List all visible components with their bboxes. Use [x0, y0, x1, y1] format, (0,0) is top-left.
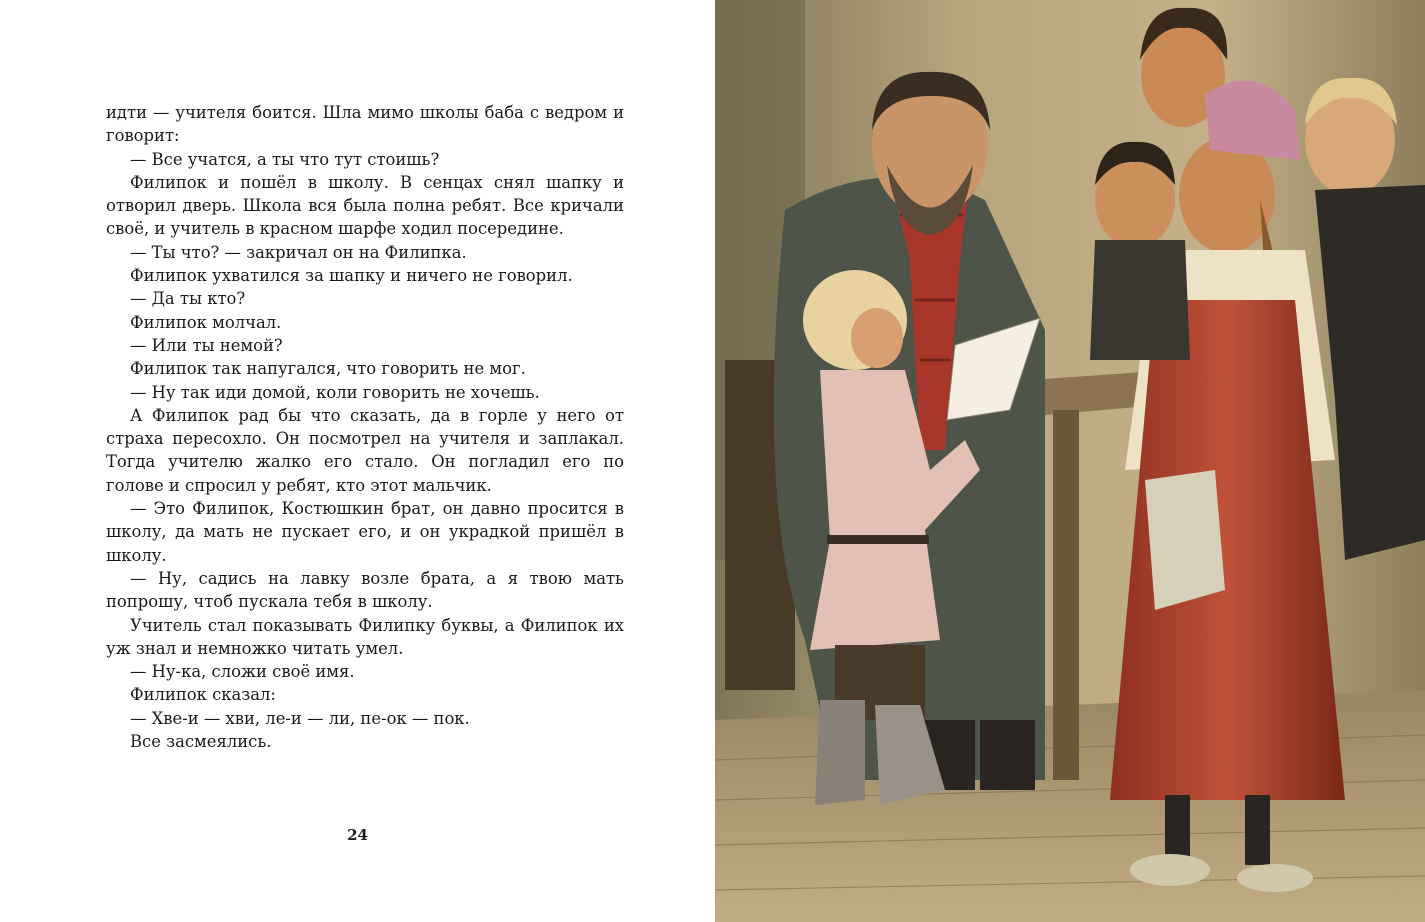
paragraph: — Хве-и — хви, ле-и — ли, пе-ок — пок.	[130, 708, 470, 728]
boy-belt	[827, 535, 929, 544]
classroom-illustration	[715, 0, 1425, 922]
boy-boot	[815, 700, 865, 805]
paragraph: Филипок так напугался, что говорить не мог.	[130, 359, 526, 379]
girl-shoe	[1237, 864, 1313, 892]
paragraph: — Да ты кто?	[130, 289, 246, 309]
paragraph: — Это Филипок, Костюшкин брат, он давно просится в школу, да мать не пускает его, и он украдкой пришёл в школу.	[106, 499, 624, 565]
boy-face	[851, 308, 903, 368]
paragraph: Филипок сказал:	[130, 685, 276, 705]
paragraph: — Ты что? — закричал он на Филипка.	[130, 242, 467, 262]
paragraph: — Все учатся, а ты что тут стоишь?	[130, 149, 440, 169]
paragraph: Филипок и пошёл в школу. В сенцах снял шапку и отворил дверь. Школа вся была полна ребят. Все кричали своё, и учитель в красном шарфе ходил посередине.	[106, 172, 624, 239]
paragraph: Учитель стал показывать Филипку буквы, а Филипок их уж знал и немножко читать умел.	[106, 615, 624, 658]
paragraph: — Или ты немой?	[130, 335, 283, 355]
girl-bag	[1145, 470, 1225, 610]
story-text	[106, 101, 624, 753]
teacher-boot	[980, 720, 1035, 790]
girl-legs	[1245, 795, 1270, 865]
page-number: 24	[347, 826, 368, 844]
paragraph: идти — учителя боится. Шла мимо школы баба с ведром и говорит:	[106, 103, 624, 146]
paragraph: Все засмеялись.	[130, 732, 272, 752]
girl-shoe	[1130, 854, 1210, 886]
paragraph: Филипок ухватился за шапку и ничего не говорил.	[130, 266, 573, 286]
paragraph: А Филипок рад бы что сказать, да в горле у него от страха пересохло. Он посмотрел на учителя и заплакал. Тогда учителю жалко его стало. Он погладил его по голове и спросил у ребят, кто этот мальчик.	[106, 405, 624, 495]
paragraph: Филипок молчал.	[130, 312, 282, 332]
paragraph: — Ну так иди домой, коли говорить не хочешь.	[130, 382, 540, 402]
illustration-page	[715, 0, 1425, 922]
paragraph: — Ну-ка, сложи своё имя.	[130, 662, 355, 682]
child-body	[1090, 240, 1190, 360]
table-leg	[1053, 410, 1079, 780]
paragraph: — Ну, садись на лавку возле брата, а я твою мать попрошу, чтоб пускала тебя в школу.	[106, 568, 624, 612]
